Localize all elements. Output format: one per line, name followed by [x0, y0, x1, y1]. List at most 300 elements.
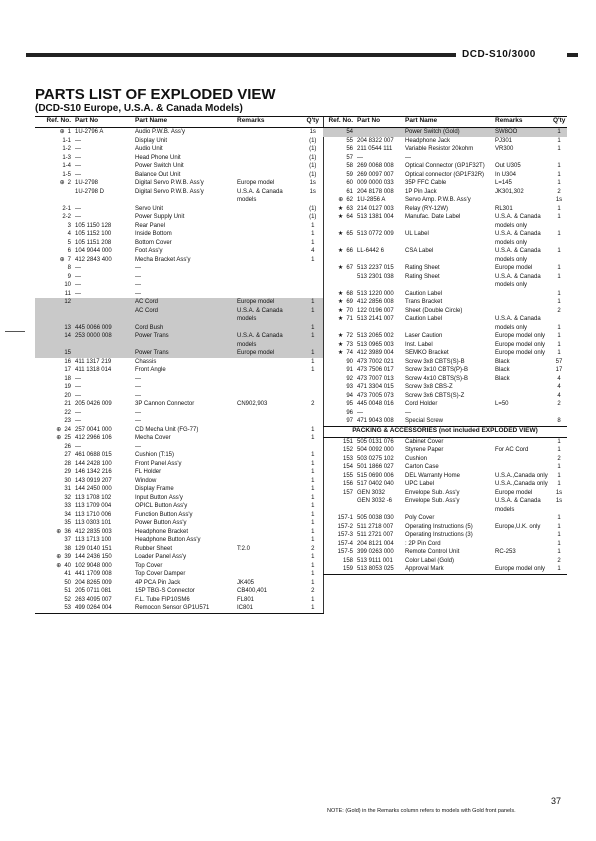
ref-number: 30	[64, 477, 71, 484]
ref-cell	[35, 358, 73, 367]
part-name: Color Label (Gold)	[405, 557, 455, 564]
remarks	[235, 205, 303, 214]
ref-number: 59	[346, 171, 353, 178]
part-number: 269 0097 007	[357, 171, 394, 178]
remarks: models only	[495, 222, 528, 229]
margin-mark	[5, 331, 25, 332]
ref-cell	[323, 137, 355, 146]
quantity: 1	[557, 273, 561, 280]
part-number: 113 1708 102	[75, 494, 112, 501]
quantity: 1	[311, 562, 315, 569]
remarks: Europe model only	[495, 341, 546, 348]
ref-number: 37	[64, 537, 71, 543]
ref-cell	[35, 477, 73, 486]
quantity: 1	[557, 214, 561, 220]
quantity: (1)	[309, 214, 317, 220]
part-name: —	[135, 273, 141, 280]
quantity: 1	[557, 540, 561, 547]
quantity: 1	[311, 511, 315, 518]
part-name: Foot Ass'y	[135, 248, 163, 254]
remarks	[235, 417, 303, 426]
table-row	[323, 137, 567, 146]
remarks: Europe model	[237, 180, 275, 186]
part-name	[403, 281, 493, 290]
quantity: 1	[557, 180, 561, 186]
part-number: 412 2856 008	[357, 299, 394, 305]
ref-cell	[323, 256, 355, 265]
part-name: 3P Cannon Connector	[135, 401, 195, 407]
ref-number: 1	[67, 129, 71, 135]
ref-cell	[35, 426, 73, 435]
column-header: Q'ty	[551, 117, 567, 128]
part-name: Cushion (T:15)	[135, 452, 175, 458]
part-number: 471 3304 015	[357, 384, 394, 390]
remarks	[235, 171, 303, 180]
part-name: Inst. Label	[405, 341, 433, 348]
column-header: Ref. No.	[35, 117, 73, 128]
quantity: 4	[557, 392, 561, 399]
ref-number: 157-4	[337, 540, 353, 547]
part-name: Rear Panel	[135, 222, 166, 229]
remarks: FL801	[237, 596, 255, 603]
ref-cell	[323, 506, 355, 515]
table-row	[323, 497, 567, 506]
quantity: 1	[557, 523, 561, 530]
quantity: 1	[557, 299, 561, 305]
page-title: PARTS LIST OF EXPLODED VIEW	[35, 86, 276, 103]
mark-symbol: ★	[337, 214, 344, 220]
ref-cell	[323, 205, 355, 214]
part-number: —	[75, 163, 81, 169]
ref-number: 1-1	[62, 137, 71, 144]
part-number: 1U-2796 A	[75, 129, 104, 135]
mark-symbol: ★	[337, 333, 344, 339]
table-row	[323, 514, 567, 523]
mark-symbol: ⊕	[59, 256, 65, 263]
quantity: 1	[311, 528, 315, 535]
remarks	[493, 290, 551, 299]
remarks	[235, 562, 303, 571]
mark-symbol: ⊕	[56, 562, 62, 569]
ref-number: 153	[342, 455, 353, 462]
ref-cell	[35, 324, 73, 333]
quantity: (1)	[309, 146, 317, 152]
remarks	[235, 519, 303, 528]
ref-number: 159	[342, 566, 353, 572]
ref-cell	[35, 273, 73, 282]
part-number: 511 2718 007	[357, 523, 394, 530]
part-number: 1U-2856 A	[357, 197, 386, 203]
quantity: 4	[557, 375, 561, 382]
ref-cell	[323, 531, 355, 540]
ref-cell	[35, 460, 73, 469]
quantity: 1	[557, 515, 561, 521]
part-name: Sheet (Double Circle)	[405, 307, 463, 314]
remarks	[235, 536, 303, 545]
quantity	[303, 264, 323, 273]
part-name: Power Switch Unit	[135, 163, 184, 169]
table-row	[323, 298, 567, 307]
quantity: 2	[557, 455, 561, 462]
table-row	[323, 128, 567, 137]
table-row	[35, 290, 323, 299]
ref-cell	[35, 485, 73, 494]
table-row	[323, 400, 567, 409]
part-number: 511 2721 007	[357, 532, 394, 538]
part-name: Cushion	[405, 455, 428, 462]
ref-number: 64	[346, 214, 353, 220]
part-number: LL-6442 6	[357, 248, 385, 254]
part-number: —	[75, 375, 81, 382]
table-row	[35, 281, 323, 290]
remarks	[235, 468, 303, 477]
table-row	[35, 511, 323, 520]
table-row	[35, 604, 323, 613]
table-row	[35, 256, 323, 265]
part-number: 473 7506 017	[357, 367, 394, 373]
quantity	[551, 315, 567, 324]
table-row	[323, 332, 567, 341]
part-name: Power Trans	[133, 332, 235, 341]
mark-symbol: ★	[337, 265, 344, 271]
part-number: 105 1151 208	[75, 239, 112, 246]
ref-cell	[323, 548, 355, 557]
table-row	[323, 307, 567, 316]
part-name: Cord Bush	[133, 324, 235, 333]
ref-cell	[323, 179, 355, 188]
remarks: Europe model	[495, 265, 533, 271]
mark-symbol: ⊕	[56, 426, 62, 433]
part-name: Display Unit	[135, 137, 168, 144]
ref-cell	[323, 213, 355, 222]
part-name: 4P PCA Pin Jack	[135, 579, 181, 586]
part-number: 513 2141 007	[357, 316, 394, 322]
ref-number: 9	[67, 273, 71, 280]
quantity: 1	[557, 231, 561, 237]
ref-cell	[323, 446, 355, 455]
remarks	[493, 154, 551, 163]
column-header: Ref. No.	[323, 117, 355, 128]
remarks	[493, 463, 551, 472]
ref-cell	[323, 455, 355, 464]
table-row	[323, 455, 567, 464]
remarks	[235, 273, 303, 282]
remarks	[235, 290, 303, 299]
part-number: GEN 3032 -6	[357, 498, 393, 504]
quantity: 1	[311, 358, 315, 365]
ref-cell	[323, 437, 355, 446]
section-header	[323, 426, 567, 437]
ref-number: 52	[64, 596, 71, 603]
part-name: Top Cover	[135, 562, 163, 569]
table-row	[323, 548, 567, 557]
quantity	[303, 290, 323, 299]
quantity: 1	[557, 549, 561, 555]
ref-cell	[323, 145, 355, 154]
ref-cell	[35, 409, 73, 418]
quantity: 1	[303, 324, 323, 333]
remarks	[235, 426, 303, 435]
ref-number: 3	[67, 222, 71, 229]
ref-cell	[35, 366, 73, 375]
part-name: UL Label	[405, 231, 429, 237]
table-row	[35, 307, 323, 316]
table-row	[35, 137, 323, 146]
ref-cell	[323, 409, 355, 418]
quantity: 1	[557, 447, 561, 453]
remarks	[493, 392, 551, 401]
remarks: models only	[495, 282, 528, 288]
ref-cell	[323, 341, 355, 350]
table-row	[323, 222, 567, 231]
ref-number: 95	[346, 401, 353, 407]
remarks	[235, 145, 303, 154]
part-number: 445 0066 009	[73, 324, 133, 333]
part-name: Chassis	[135, 358, 157, 365]
ref-cell	[35, 502, 73, 511]
remarks: Black	[495, 367, 510, 373]
ref-cell	[323, 472, 355, 481]
part-number: —	[75, 205, 81, 212]
column-header: Part No	[73, 117, 133, 128]
part-number: —	[75, 154, 81, 161]
ref-cell	[35, 383, 73, 392]
ref-number: 22	[64, 409, 71, 416]
table-row	[323, 273, 567, 282]
part-number: 113 1713 100	[75, 537, 112, 543]
ref-number: 90	[346, 358, 353, 365]
table-row	[35, 383, 323, 392]
remarks: JK405	[237, 579, 255, 586]
ref-number: 57	[346, 154, 353, 161]
table-row	[323, 417, 567, 426]
part-number: —	[75, 409, 81, 416]
ref-cell	[323, 239, 355, 248]
table-row	[35, 570, 323, 579]
ref-number: 29	[64, 469, 71, 475]
part-number: 513 9111 001	[357, 557, 393, 564]
remarks	[235, 281, 303, 290]
part-name: Head Phone Unit	[135, 154, 181, 161]
ref-number: 154	[342, 464, 353, 470]
ref-cell	[35, 494, 73, 503]
ref-number: 21	[64, 401, 71, 407]
part-number: 412 2966 106	[75, 435, 112, 441]
remarks	[235, 485, 303, 494]
ref-number: 31	[64, 486, 71, 492]
remarks: U.S.A. & Canada	[237, 188, 283, 195]
quantity: 1	[557, 341, 561, 348]
quantity: 2	[311, 588, 315, 594]
ref-number: 10	[64, 282, 71, 288]
part-name: —	[135, 375, 141, 382]
ref-number: 15	[64, 350, 71, 356]
table-row	[35, 587, 323, 596]
remarks	[235, 477, 303, 486]
table-row	[35, 341, 323, 350]
part-name	[133, 196, 235, 205]
page-subtitle: (DCD-S10 Europe, U.S.A. & Canada Models)	[35, 103, 243, 114]
remarks: models	[495, 506, 515, 513]
table-row	[323, 239, 567, 248]
mark-symbol: ⊕	[59, 129, 65, 135]
part-number: 513 1220 000	[357, 290, 394, 297]
part-number: 1U-2798 D	[75, 188, 105, 195]
table-row	[323, 523, 567, 532]
remarks	[493, 417, 551, 426]
ref-number: 16	[64, 358, 71, 365]
part-name: —	[135, 392, 141, 399]
part-name: Headphone Jack	[405, 137, 451, 144]
quantity: 1	[311, 367, 315, 373]
part-name: Envelope Sub. Ass'y	[405, 489, 460, 496]
part-name: —	[405, 154, 411, 161]
ref-number: 12	[64, 299, 71, 305]
part-name	[403, 506, 493, 515]
remarks	[235, 494, 303, 503]
table-row	[323, 213, 567, 222]
ref-cell	[35, 298, 73, 307]
ref-number: 155	[342, 472, 353, 479]
table-row	[323, 349, 567, 358]
ref-cell	[323, 392, 355, 401]
ref-number: 92	[346, 375, 353, 382]
quantity: 1	[557, 248, 561, 254]
remarks	[235, 553, 303, 562]
ref-number: 97	[346, 418, 353, 424]
ref-cell	[323, 463, 355, 472]
table-row	[35, 171, 323, 180]
table-row	[323, 230, 567, 239]
ref-number: 53	[64, 605, 71, 611]
ref-number: 23	[64, 418, 71, 424]
part-name	[403, 222, 493, 231]
quantity: 1	[303, 332, 323, 341]
part-name: Cord Holder	[405, 401, 438, 407]
quantity	[303, 443, 323, 452]
ref-number: 36	[64, 528, 71, 535]
part-name: Audio P.W.B. Ass'y	[135, 129, 186, 135]
remarks	[235, 358, 303, 367]
table-body	[323, 128, 567, 575]
part-name: Top Cover Damper	[135, 571, 186, 577]
ref-cell	[35, 162, 73, 171]
part-name	[403, 256, 493, 265]
ref-number: 66	[346, 248, 353, 254]
part-number: 113 1709 004	[75, 503, 112, 509]
table-row	[323, 392, 567, 401]
table-row	[35, 426, 323, 435]
remarks	[235, 366, 303, 375]
part-number: 257 0041 000	[75, 426, 112, 433]
ref-cell	[35, 171, 73, 180]
quantity: 1	[557, 324, 561, 331]
table-body	[35, 128, 323, 614]
footnote: NOTE: (Gold) in the Remarks column refers to models with Gold front panels.	[327, 808, 516, 814]
table-row	[323, 557, 567, 566]
ref-cell	[35, 213, 73, 222]
ref-number: 34	[64, 511, 71, 518]
mark-symbol: ★	[337, 290, 344, 297]
table-row	[35, 392, 323, 401]
table-row	[35, 264, 323, 273]
table-row	[323, 205, 567, 214]
part-number: 104 9044 000	[75, 248, 112, 254]
quantity: 4	[557, 384, 561, 390]
quantity: (1)	[309, 163, 317, 169]
ref-cell	[35, 196, 73, 205]
part-number: 513 2065 002	[357, 333, 394, 339]
part-name: AC Cord	[133, 298, 235, 307]
remarks	[493, 531, 551, 540]
remarks	[235, 392, 303, 401]
ref-cell	[323, 540, 355, 549]
quantity: 1	[557, 333, 561, 339]
part-name: FL Holder	[135, 469, 162, 475]
quantity	[303, 341, 323, 350]
mark-symbol: ★	[337, 248, 344, 254]
ref-number: 72	[346, 333, 353, 339]
part-number: 513 0965 003	[357, 341, 394, 348]
table-row	[323, 264, 567, 273]
part-name: Front Panel Ass'y	[135, 460, 182, 467]
ref-number: 94	[346, 392, 353, 399]
ref-number: 4	[67, 231, 71, 237]
remarks: VR300	[495, 146, 514, 152]
remarks: PJ301	[495, 137, 513, 144]
ref-cell	[35, 145, 73, 154]
ref-cell	[35, 128, 73, 137]
quantity: 2	[557, 188, 561, 195]
part-number: 129 0140 151	[75, 545, 112, 552]
part-number: 412 2835 003	[75, 528, 112, 535]
ref-number: 55	[346, 137, 353, 144]
part-name: SEMKO Bracket	[405, 350, 449, 356]
part-number: 503 0275 102	[357, 455, 394, 462]
remarks	[235, 264, 303, 273]
part-name: Cabinet Cover	[405, 438, 444, 445]
part-number: 269 0068 008	[357, 163, 394, 169]
quantity	[303, 383, 323, 392]
table-row	[323, 358, 567, 367]
mark-symbol: ⊕	[56, 435, 62, 441]
quantity: 1	[557, 205, 561, 212]
remarks	[235, 460, 303, 469]
ref-number: 157-2	[337, 523, 353, 530]
part-number: GEN 3032	[357, 489, 386, 496]
ref-cell	[323, 514, 355, 523]
quantity: 1s	[555, 498, 563, 504]
ref-cell	[323, 523, 355, 532]
quantity: 1	[551, 565, 567, 574]
ref-number: 65	[346, 231, 353, 237]
remarks	[493, 409, 551, 418]
remarks: JK301,302	[495, 188, 524, 195]
remarks: T:2.0	[237, 545, 251, 552]
ref-number: 71	[346, 316, 353, 322]
table-row	[323, 247, 567, 256]
table-row	[35, 536, 323, 545]
table-row	[35, 324, 323, 333]
mark-symbol: ★	[337, 299, 344, 305]
ref-cell	[35, 468, 73, 477]
remarks: models	[237, 197, 257, 203]
ref-number: 50	[64, 579, 71, 586]
table-row	[35, 247, 323, 256]
quantity: (1)	[309, 154, 317, 161]
part-name: Window	[135, 477, 157, 484]
table-row	[35, 460, 323, 469]
